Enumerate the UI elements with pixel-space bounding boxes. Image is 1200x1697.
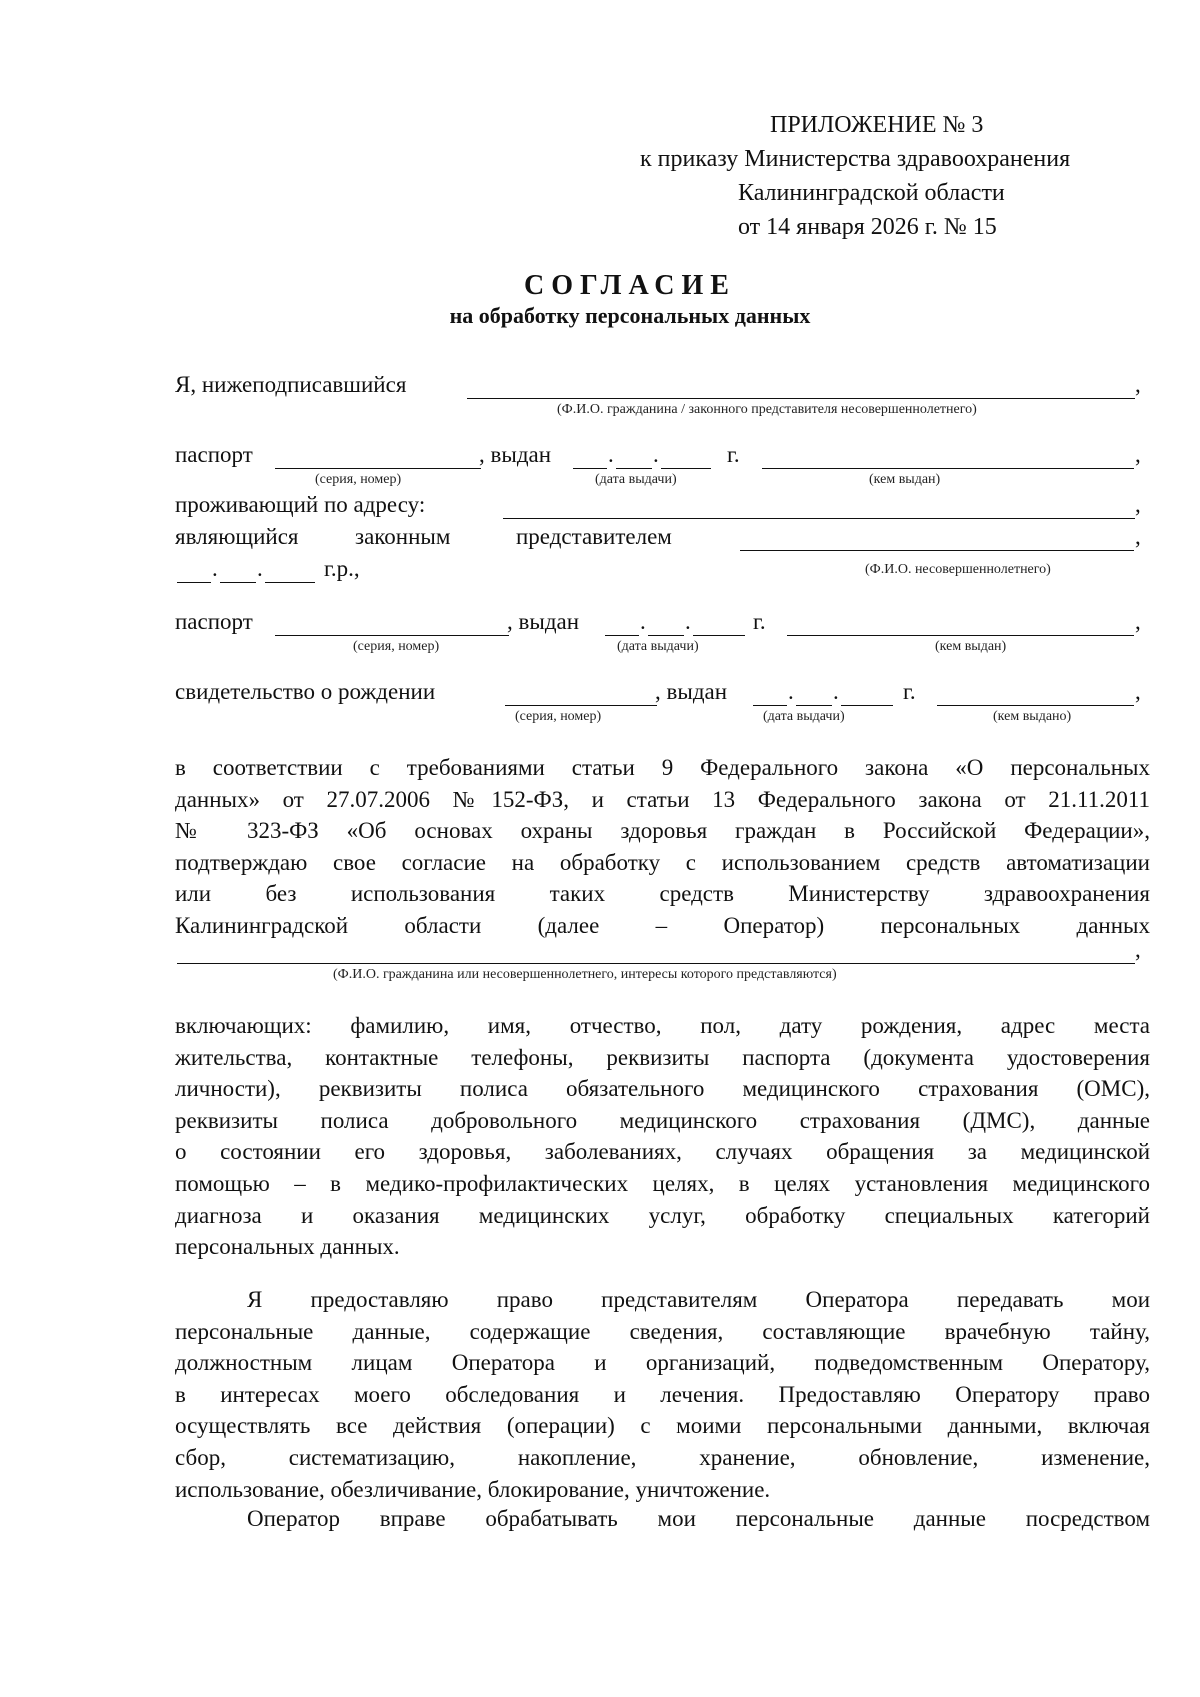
passport-month-field[interactable]: [616, 468, 652, 469]
paragraph-line: № 323-ФЗ «Об основах охраны здоровья граждан в Российской Федерации»,: [175, 818, 1150, 844]
birth-year-field[interactable]: [265, 582, 315, 583]
address-field[interactable]: [503, 518, 1135, 519]
paragraph-line: Калининградской области (далее – Оператор) персональных данных: [175, 912, 1150, 938]
paragraph-line: реквизиты полиса добровольного медицинского страхования (ДМС), данные: [175, 1107, 1150, 1133]
minor-fio-caption: (Ф.И.О. несовершеннолетнего): [865, 562, 1051, 577]
paragraph-line: диагноза и оказания медицинских услуг, обработку специальных категорий: [175, 1202, 1150, 1228]
paragraph-line: подтверждаю свое согласие на обработку с использованием средств автоматизации: [175, 849, 1150, 875]
passport-series-caption: (серия, номер): [315, 472, 402, 487]
paragraph-line: осуществлять все действия (операции) с моими персональными данными, включая: [175, 1413, 1150, 1439]
birth-certificate-issued-label: , выдан: [655, 679, 728, 704]
paragraph-line: использование, обезличивание, блокирование, уничтожение.: [175, 1476, 771, 1502]
paragraph-line: Я предоставляю право представителям Оператора передавать мои: [247, 1287, 1150, 1312]
signatory-label: Я, нижеподписавшийся: [175, 372, 407, 397]
minor-passport-row: паспорт , выдан . . г. , (серия, номер) (дата выдачи) (кем выдан): [175, 609, 1141, 654]
birth-certificate-date-caption: (дата выдачи): [763, 709, 845, 724]
paragraph-line: в соответствии с требованиями статьи 9 Федерального закона «О персональных: [175, 755, 1150, 780]
birth-certificate-month-field[interactable]: [796, 705, 832, 706]
subject-fio-caption: (Ф.И.О. гражданина или несовершеннолетнего, интересы которого представляются): [333, 967, 837, 982]
address-label: проживающий по адресу:: [175, 492, 426, 517]
paragraph-line: помощью – в медико-профилактических целях, в целях установления медицинского: [175, 1170, 1150, 1196]
birth-day-field[interactable]: [177, 582, 211, 583]
paragraph-line: должностным лицам Оператора и организаций, подведомственным Оператору,: [175, 1350, 1150, 1376]
paragraph-line: в интересах моего обследования и лечения. Предоставляю Оператору право: [175, 1381, 1150, 1407]
passport-row: паспорт , выдан . . г. , (серия, номер) (дата выдачи) (кем выдан): [175, 442, 1141, 487]
paragraph-line: персональные данные, содержащие сведения, составляющие врачебную тайну,: [175, 1318, 1150, 1344]
representative-row: являющийся законным представителем ,: [175, 524, 1141, 549]
birth-certificate-issuer-field[interactable]: [937, 705, 1134, 706]
paragraph-line: или без использования таких средств Министерству здравоохранения: [175, 881, 1150, 907]
passport-day-field[interactable]: [573, 468, 607, 469]
passport-issuer-caption: (кем выдан): [869, 472, 941, 487]
birth-certificate-label: свидетельство о рождении: [175, 679, 436, 704]
minor-passport-month-field[interactable]: [648, 635, 684, 636]
passport-label: паспорт: [175, 442, 253, 467]
minor-passport-day-field[interactable]: [605, 635, 639, 636]
representative-word-1: являющийся: [175, 524, 299, 549]
birth-year-abbr: г.р.,: [324, 556, 360, 581]
appendix-region-line: Калининградской области: [738, 180, 1005, 206]
passport-year-field[interactable]: [661, 468, 711, 469]
birth-certificate-issuer-caption: (кем выдано): [993, 709, 1072, 724]
passport-date-caption: (дата выдачи): [595, 472, 677, 487]
birth-date-row: . . г.р., (Ф.И.О. несовершеннолетнего): [175, 556, 1140, 588]
document-title: СОГЛАСИЕ: [524, 270, 736, 301]
paragraph-line: личности), реквизиты полиса обязательного медицинского страхования (ОМС),: [175, 1076, 1150, 1102]
birth-month-field[interactable]: [220, 582, 256, 583]
data-scope-paragraph: [175, 1010, 1150, 1263]
paragraph-line: о состоянии его здоровья, заболеваниях, случаях обращения за медицинской: [175, 1139, 1150, 1165]
paragraph-line: включающих: фамилию, имя, отчество, пол, дату рождения, адрес места: [175, 1013, 1150, 1038]
appendix-number: ПРИЛОЖЕНИЕ № 3: [770, 112, 984, 138]
birth-certificate-day-field[interactable]: [753, 705, 787, 706]
minor-passport-issuer-field[interactable]: [787, 635, 1134, 636]
passport-year-abbr: г.: [727, 442, 740, 467]
subject-fio-field[interactable]: [177, 963, 1135, 964]
representative-word-3: представителем: [516, 524, 672, 549]
document-subtitle: на обработку персональных данных: [449, 303, 811, 328]
signatory-fio-caption: (Ф.И.О. гражданина / законного представителя несовершеннолетнего): [557, 402, 977, 417]
signatory-fio-field[interactable]: [467, 398, 1135, 399]
representative-word-2: законным: [355, 524, 451, 549]
minor-passport-year-field[interactable]: [693, 635, 745, 636]
birth-certificate-year-field[interactable]: [841, 705, 893, 706]
paragraph-line: персональных данных.: [175, 1234, 400, 1260]
passport-issuer-field[interactable]: [762, 468, 1134, 469]
birth-certificate-series-caption: (серия, номер): [515, 709, 602, 724]
minor-passport-date-caption: (дата выдачи): [617, 639, 699, 654]
minor-passport-issued-label: , выдан: [507, 609, 580, 634]
paragraph-line: Оператор вправе обрабатывать мои персональные данные посредством: [247, 1506, 1150, 1531]
transfer-rights-paragraph: [175, 1284, 1150, 1505]
appendix-order-line: к приказу Министерства здравоохранения: [640, 146, 1071, 172]
paragraph-line: сбор, систематизацию, накопление, хранение, обновление, изменение,: [175, 1444, 1150, 1470]
minor-passport-label: паспорт: [175, 609, 253, 634]
address-row: проживающий по адресу: ,: [175, 492, 1141, 517]
minor-fio-field[interactable]: [740, 550, 1134, 551]
birth-certificate-number-field[interactable]: [505, 705, 657, 706]
processing-paragraph: [175, 1503, 1150, 1535]
minor-passport-year-abbr: г.: [753, 609, 766, 634]
subject-fio-row: , (Ф.И.О. гражданина или несовершеннолетнего, интересы которого представляются): [175, 937, 1140, 969]
birth-certificate-year-abbr: г.: [903, 679, 916, 704]
signatory-row: Я, нижеподписавшийся , (Ф.И.О. гражданина / законного представителя несовершеннолетнего): [175, 372, 1141, 417]
passport-number-field[interactable]: [275, 468, 481, 469]
minor-passport-issuer-caption: (кем выдан): [935, 639, 1007, 654]
minor-passport-series-caption: (серия, номер): [353, 639, 440, 654]
passport-issued-label: , выдан: [479, 442, 552, 467]
minor-passport-number-field[interactable]: [275, 635, 509, 636]
paragraph-line: данных» от 27.07.2006 №152-ФЗ, и статьи 13 Федерального закона от 21.11.2011: [175, 786, 1150, 812]
appendix-date-line: от 14 января 2026 г. № 15: [738, 214, 997, 240]
birth-certificate-row: свидетельство о рождении , выдан . . г. , (серия, номер) (дата выдачи) (кем выдано): [175, 679, 1141, 724]
legal-basis-paragraph: [175, 752, 1150, 942]
paragraph-line: жительства, контактные телефоны, реквизиты паспорта (документа удостоверения: [175, 1044, 1150, 1070]
